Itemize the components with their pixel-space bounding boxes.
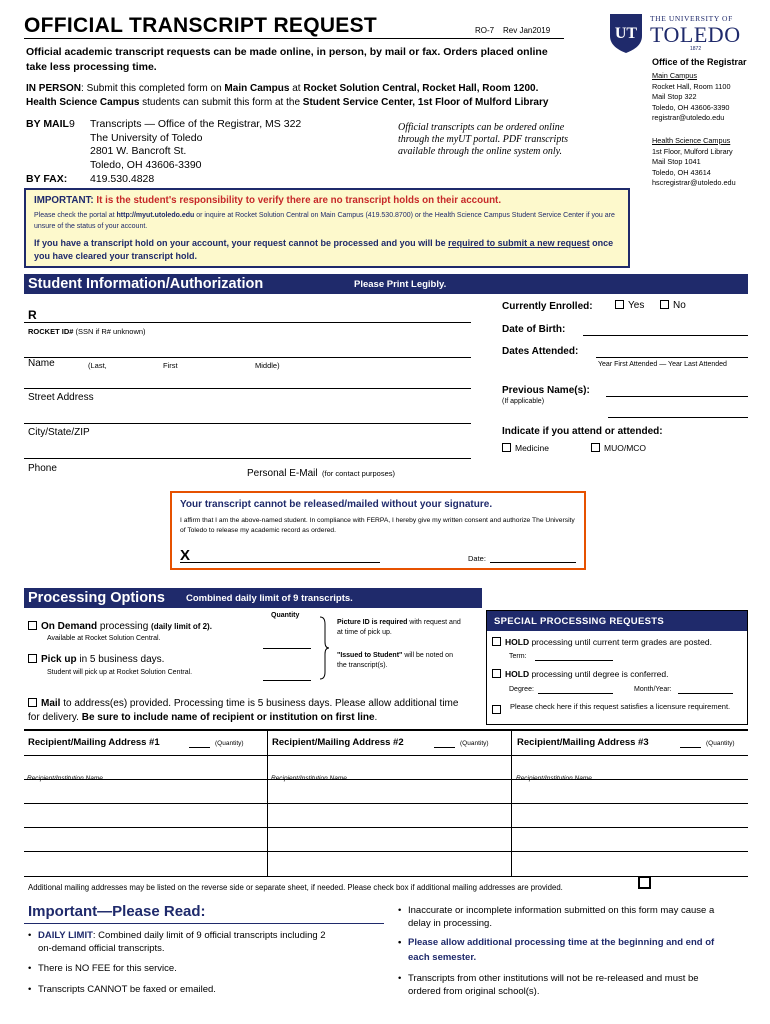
- pickup-checkbox[interactable]: [28, 654, 37, 663]
- by-mail-block: BY MAIL9: [26, 118, 75, 130]
- previous-name-input-2[interactable]: [608, 417, 748, 418]
- address-3-heading: Recipient/Mailing Address #3: [517, 737, 649, 748]
- signature-date-input[interactable]: [490, 562, 576, 563]
- term-input[interactable]: [535, 660, 613, 661]
- registrar-main-campus: Main Campus Rocket Hall, Room 1100 Mail Stop 322 Toledo, OH 43606-3390 registrar@utoledo.edu: [652, 71, 731, 123]
- rocket-id-input[interactable]: [24, 322, 471, 323]
- special-box: SPECIAL PROCESSING REQUESTS HOLD processing until current term grades are posted. Term: HOLD processing until degree is conferred. Degree: Month/Year: Please check here if this request satisfies a licensure requirement.: [486, 610, 748, 725]
- degree-input[interactable]: [538, 693, 613, 694]
- pickup-option[interactable]: Pick up in 5 business days.: [28, 654, 164, 665]
- dob-label: Date of Birth:: [502, 324, 566, 335]
- address-2-sub: Recipient/Institution Name: [271, 775, 347, 782]
- muo-checkbox[interactable]: [591, 443, 600, 452]
- no-fax-item: • Transcripts CANNOT be faxed or emailed.: [28, 984, 216, 995]
- pickup-qty-input[interactable]: [263, 680, 311, 681]
- logo-line1: THE UNIVERSITY OF: [650, 14, 733, 23]
- dates-input[interactable]: [596, 357, 748, 358]
- phone-label: Phone: [28, 463, 57, 474]
- address-1-qty-input[interactable]: [189, 747, 210, 748]
- university-logo: [608, 12, 748, 56]
- main-campus-link[interactable]: Main Campus: [652, 71, 698, 80]
- address-row-5[interactable]: [24, 851, 748, 852]
- registrar-email[interactable]: registrar@utoledo.edu: [652, 113, 725, 123]
- street-input[interactable]: [24, 388, 471, 389]
- enrolled-label: Currently Enrolled:: [502, 301, 593, 312]
- issued-note: "Issued to Student" will be noted on the transcript(s).: [337, 652, 453, 669]
- dates-hint: Year First Attended — Year Last Attended: [598, 361, 727, 368]
- brace-icon: [318, 616, 330, 680]
- address-table: Recipient/Mailing Address #1 (Quantity) Recipient/Institution Name Recipient/Mailing Address #2 (Quantity) Recipient/Institution Name Recipient/Mailing Address #3 (Quantity) Recipient/Institution Name: [24, 729, 748, 877]
- previous-name-label: Previous Name(s):: [502, 385, 590, 396]
- logo-line2: TOLEDO: [650, 22, 741, 47]
- mail-checkbox[interactable]: [28, 698, 37, 707]
- hold-grades-checkbox[interactable]: [492, 637, 501, 646]
- special-title-bar: SPECIAL PROCESSING REQUESTS: [487, 611, 747, 631]
- address-row-4[interactable]: [24, 827, 748, 828]
- yes-checkbox[interactable]: [615, 300, 624, 309]
- licensure-option[interactable]: Please check here if this request satisfies a licensure requirement.: [492, 702, 742, 714]
- address-2-qty-input[interactable]: [434, 747, 455, 748]
- form-revision: Rev Jan2019: [503, 26, 551, 35]
- quantity-label: Quantity: [271, 612, 300, 619]
- address-1-sub: Recipient/Institution Name: [27, 775, 103, 782]
- previous-name-input-1[interactable]: [606, 396, 748, 397]
- title-rule: [24, 38, 564, 39]
- city-input[interactable]: [24, 423, 471, 424]
- enrolled-no[interactable]: No: [660, 300, 686, 311]
- daily-limit-item: • DAILY LIMIT: Combined daily limit of 9 official transcripts including 2 on-demand official transcripts.: [28, 930, 326, 954]
- svg-text:UT: UT: [614, 25, 638, 42]
- address-row-3[interactable]: [24, 803, 748, 804]
- portal-link[interactable]: http://myut.utoledo.edu: [116, 212, 195, 219]
- previous-name-hint: (If applicable): [502, 398, 545, 405]
- registrar-hsc: Health Science Campus 1st Floor, Mulford Library Mail Stop 1041 Toledo, OH 43614 hscregistrar@utoledo.edu: [652, 136, 736, 188]
- name-middle-hint: Middle): [255, 361, 280, 370]
- phone-email-input[interactable]: [24, 458, 471, 459]
- online-note: Official transcripts can be ordered online through the myUT portal. PDF transcripts available through the online system only.: [398, 122, 569, 157]
- on-demand-sub: Available at Rocket Solution Central.: [47, 635, 161, 642]
- dob-input[interactable]: [583, 335, 748, 336]
- processing-bar: Processing Options Combined daily limit of 9 transcripts.: [24, 588, 482, 608]
- name-input[interactable]: [24, 357, 471, 358]
- student-info-bar: Student Information/Authorization Please Print Legibly.: [24, 274, 748, 294]
- enrolled-yes[interactable]: Yes: [615, 300, 644, 311]
- name-label: Name: [28, 358, 55, 369]
- email-label: Personal E-Mail (for contact purposes): [247, 468, 395, 479]
- hsc-link[interactable]: Health Science Campus: [652, 136, 731, 145]
- allow-time-item: • Please allow additional processing time at the beginning and end of each semester.: [398, 937, 715, 963]
- name-first-hint: First: [163, 361, 178, 370]
- indicate-label: Indicate if you attend or attended:: [502, 426, 663, 437]
- medicine-checkbox[interactable]: [502, 443, 511, 452]
- address-row-2[interactable]: [24, 779, 748, 780]
- licensure-checkbox[interactable]: [492, 705, 501, 714]
- no-fee-item: • There is NO FEE for this service.: [28, 963, 177, 974]
- hold-grades-option[interactable]: HOLD processing until current term grades are posted.: [492, 637, 712, 647]
- additional-checkbox[interactable]: [638, 876, 651, 889]
- muo-option[interactable]: MUO/MCO: [591, 443, 646, 453]
- address-2-heading: Recipient/Mailing Address #2: [272, 737, 404, 748]
- form-number: RO-7: [475, 26, 495, 35]
- by-fax-label: BY FAX:: [26, 173, 68, 185]
- r-prefix: R: [28, 308, 37, 322]
- signature-input[interactable]: [180, 562, 380, 563]
- address-1-heading: Recipient/Mailing Address #1: [28, 737, 160, 748]
- mail-option[interactable]: Mail to address(es) provided. Processing time is 5 business days. Please allow additional time for delivery. Be sure to include name of recipient or institution on first line.: [28, 698, 459, 723]
- hold-degree-option[interactable]: HOLD processing until degree is conferred.: [492, 669, 668, 679]
- on-demand-checkbox[interactable]: [28, 621, 37, 630]
- name-last-hint: (Last,: [88, 361, 107, 370]
- form-title: OFFICIAL TRANSCRIPT REQUEST: [24, 14, 378, 37]
- in-person-block: IN PERSON: Submit this completed form on Main Campus at Rocket Solution Central, Rocket Hall, Room 1200. Health Science Campus students can submit this form at the Student Service Center, 1st Floor of Mulford Library: [26, 83, 549, 108]
- other-inst-item: • Transcripts from other institutions will not be re-released and must be ordered from original school(s).: [398, 973, 699, 997]
- street-label: Street Address: [28, 392, 94, 403]
- ut-shield-icon: [608, 12, 644, 54]
- hold-degree-checkbox[interactable]: [492, 669, 501, 678]
- logo-year: 1872: [690, 46, 702, 52]
- on-demand-option[interactable]: On Demand processing (daily limit of 2).: [28, 621, 212, 632]
- inaccurate-item: • Inaccurate or incomplete information submitted on this form may cause a delay in processing.: [398, 905, 715, 929]
- hsc-email[interactable]: hscregistrar@utoledo.edu: [652, 178, 736, 188]
- picture-id-note: Picture ID is required with request and at time of pick up.: [337, 619, 461, 636]
- pickup-sub: Student will pick up at Rocket Solution Central.: [47, 669, 193, 676]
- mail-address: Transcripts — Office of the Registrar, MS 322 The University of Toledo 2801 W. Bancroft St. Toledo, OH 43606-3390: [90, 118, 302, 171]
- important-read-title: Important—Please Read:: [28, 903, 206, 920]
- dates-label: Dates Attended:: [502, 346, 579, 357]
- medicine-option[interactable]: Medicine: [502, 443, 549, 453]
- month-year-input[interactable]: [678, 693, 733, 694]
- address-3-sub: Recipient/Institution Name: [516, 775, 592, 782]
- signature-box: Your transcript cannot be released/mailed without your signature. I affirm that I am the above-named student. In compliance with FERPA, I hereby give my written consent and authorize The University of Toledo to release my academic record as ordered. X Date:: [170, 491, 586, 570]
- additional-note: Additional mailing addresses may be listed on the reverse side or separate sheet, if needed. Please check box if additional mailing addresses are provided.: [28, 883, 563, 892]
- new-request-link[interactable]: required to submit a new request: [448, 238, 590, 248]
- no-checkbox[interactable]: [660, 300, 669, 309]
- fax-number: 419.530.4828: [90, 173, 155, 185]
- important-box: IMPORTANT: It is the student's responsibility to verify there are no transcript holds on their account. Please check the portal at http://myut.utoledo.edu or inquire at Rocket Solution Central on Main Campus (419.530.8700) or the Health Science Campus Student Service Center if you are unsure of the status of your account. If you have a transcript hold on your account, your request cannot be processed and you will be required to submit a new request once you have cleared your transcript hold.: [24, 188, 630, 268]
- rocket-id-label: ROCKET ID# (SSN if R# unknown): [28, 327, 146, 336]
- city-label: City/State/ZIP: [28, 427, 90, 438]
- important-read-rule: [24, 923, 384, 924]
- address-3-qty-input[interactable]: [680, 747, 701, 748]
- registrar-office-title: Office of the Registrar: [652, 57, 747, 67]
- intro-text: Official academic transcript requests can be made online, in person, by mail or fax. Orders placed online take less processing time.: [26, 46, 548, 73]
- on-demand-qty-input[interactable]: [263, 648, 311, 649]
